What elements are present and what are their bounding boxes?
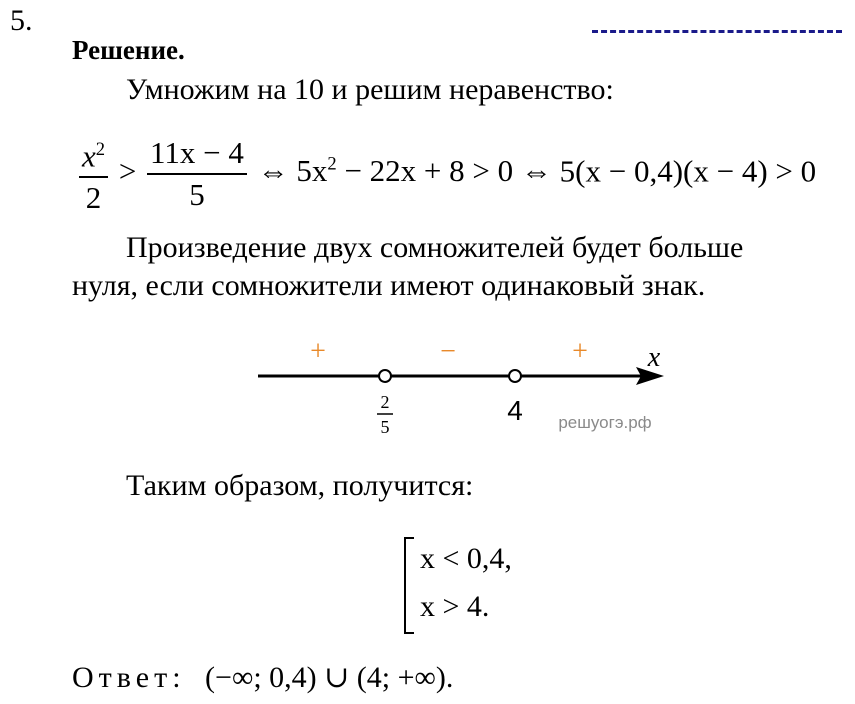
explanation-line-2: нуля, если сомножители имеют одинаковый знак. <box>72 269 706 302</box>
point-label-4: 4 <box>507 395 523 426</box>
number-line-diagram <box>0 330 855 450</box>
lhs-denominator: 2 <box>79 176 108 218</box>
lhs-numerator-exponent: 2 <box>95 139 106 160</box>
system-line-2: x > 4. <box>420 590 490 623</box>
explanation-line-1: Произведение двух сомножителей будет больше <box>126 231 744 264</box>
inequality-equation <box>76 130 816 218</box>
greater-than-sign: > <box>118 153 137 189</box>
system-bracket <box>404 537 414 634</box>
sign-plus-left: + <box>310 336 326 367</box>
system-line-1: x < 0,4, <box>420 542 512 575</box>
equivalence-sign-1: ⇔ <box>257 153 289 189</box>
quadratic-rest: − 22x + 8 > 0 <box>344 153 514 189</box>
problem-number: 5. <box>10 4 33 37</box>
intro-text: Умножим на 10 и решим неравенство: <box>126 73 614 106</box>
quadratic-inequality <box>296 153 513 188</box>
point-label-denominator: 5 <box>380 417 390 437</box>
answer-row <box>72 660 453 696</box>
sign-plus-right: + <box>572 336 588 367</box>
axis-label-x: x <box>647 342 661 373</box>
conclusion-text: Таким образом, получится: <box>126 469 474 502</box>
lhs-numerator-base: x <box>82 138 96 174</box>
open-point-2-5 <box>379 370 391 382</box>
rhs-denominator: 5 <box>147 173 247 215</box>
quadratic-exponent: 2 <box>327 153 337 175</box>
solution-heading: Решение. <box>72 35 185 65</box>
answer-value: (−∞; 0,4) ∪ (4; +∞). <box>205 661 454 694</box>
watermark-text: решуогэ.рф <box>558 413 652 432</box>
rhs-fraction <box>147 133 247 215</box>
quadratic-leading-term: 5x <box>296 153 328 189</box>
rhs-numerator: 11x − 4 <box>150 135 244 171</box>
sign-minus-middle: − <box>440 336 456 367</box>
point-label-numerator: 2 <box>380 392 390 412</box>
open-point-4 <box>509 370 521 382</box>
equivalence-sign-2: ⇔ <box>520 153 552 189</box>
answer-blank-line <box>592 30 842 33</box>
lhs-fraction <box>79 130 108 218</box>
factored-inequality: 5(x − 0,4)(x − 4) > 0 <box>559 153 817 189</box>
answer-label: Ответ: <box>72 661 186 694</box>
